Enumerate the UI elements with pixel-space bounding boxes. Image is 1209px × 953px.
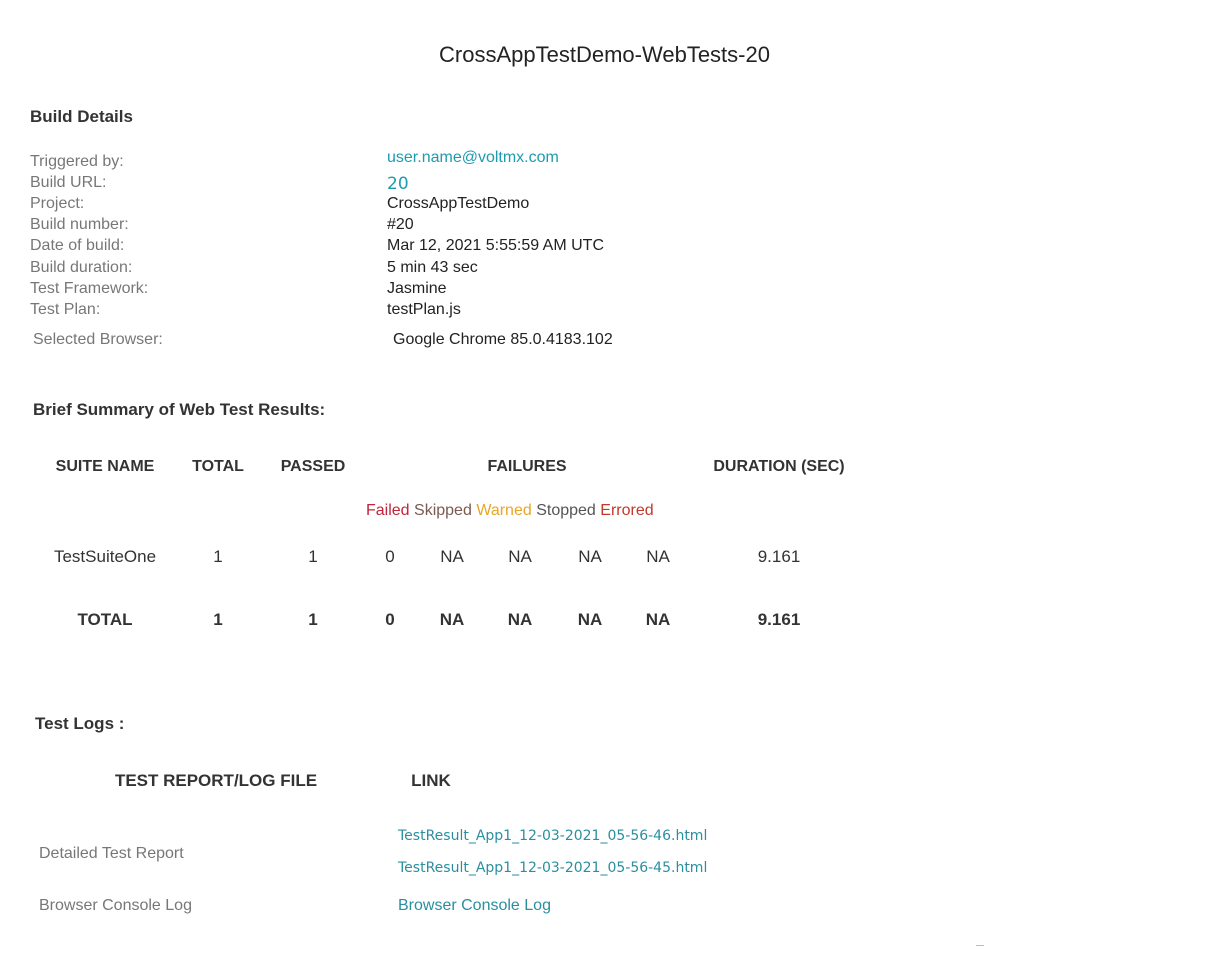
total-row-stopped: NA bbox=[577, 610, 603, 629]
passed-header: PASSED bbox=[280, 458, 346, 475]
skipped-type-label: Skipped bbox=[414, 502, 472, 519]
build-duration-label: Build duration: bbox=[30, 259, 133, 276]
selected-browser-label: Selected Browser: bbox=[33, 331, 163, 348]
skipped-cell: NA bbox=[440, 547, 464, 566]
date-of-build-label: Date of build: bbox=[30, 237, 125, 254]
duration-cell: 9.161 bbox=[757, 547, 801, 566]
warned-type-label: Warned bbox=[476, 502, 532, 519]
errored-type-label: Errored bbox=[600, 502, 654, 519]
test-framework-label: Test Framework: bbox=[30, 280, 149, 297]
failure-types-subheader bbox=[366, 502, 654, 520]
stopped-cell: NA bbox=[578, 547, 602, 566]
date-of-build-value: Mar 12, 2021 5:55:59 AM UTC bbox=[387, 237, 604, 254]
project-label: Project: bbox=[30, 195, 85, 212]
total-row-duration: 9.161 bbox=[757, 610, 801, 629]
test-framework-value: Jasmine bbox=[387, 280, 447, 297]
total-cell: 1 bbox=[213, 547, 223, 566]
test-plan-label: Test Plan: bbox=[30, 301, 101, 318]
warned-cell: NA bbox=[508, 547, 532, 566]
build-url-link[interactable]: 20 bbox=[387, 174, 409, 194]
project-value: CrossAppTestDemo bbox=[387, 195, 530, 212]
test-logs-heading: Test Logs : bbox=[35, 714, 125, 733]
detailed-report-link-1[interactable]: TestResult_App1_12-03-2021_05-56-46.html bbox=[398, 828, 708, 844]
stopped-type-label: Stopped bbox=[536, 502, 596, 519]
log-file-header: TEST REPORT/LOG FILE bbox=[114, 771, 318, 790]
build-details-heading: Build Details bbox=[30, 107, 133, 126]
link-header: LINK bbox=[411, 771, 451, 790]
browser-console-log-label: Browser Console Log bbox=[39, 897, 192, 914]
total-row-failed: 0 bbox=[385, 610, 395, 629]
total-row-total: 1 bbox=[213, 610, 223, 629]
suite-name-cell: TestSuiteOne bbox=[53, 547, 157, 566]
suite-name-header: SUITE NAME bbox=[55, 458, 155, 475]
failed-cell: 0 bbox=[385, 547, 395, 566]
summary-heading: Brief Summary of Web Test Results: bbox=[33, 400, 326, 419]
build-url-label: Build URL: bbox=[30, 174, 107, 191]
total-row-errored: NA bbox=[645, 610, 671, 629]
total-row-skipped: NA bbox=[439, 610, 465, 629]
report-title: CrossAppTestDemo-WebTests-20 bbox=[439, 42, 770, 67]
detailed-test-report-label: Detailed Test Report bbox=[39, 845, 184, 862]
triggered-by-label: Triggered by: bbox=[30, 153, 124, 170]
selected-browser-value: Google Chrome 85.0.4183.102 bbox=[393, 331, 613, 348]
build-number-value: #20 bbox=[387, 216, 414, 233]
total-row-label: TOTAL bbox=[77, 610, 133, 629]
test-plan-value: testPlan.js bbox=[387, 301, 461, 318]
total-header: TOTAL bbox=[192, 458, 244, 475]
duration-header: DURATION (SEC) bbox=[713, 458, 845, 475]
failed-type-label: Failed bbox=[366, 502, 410, 519]
total-row-passed: 1 bbox=[308, 610, 318, 629]
errored-cell: NA bbox=[646, 547, 670, 566]
browser-console-log-link[interactable]: Browser Console Log bbox=[398, 897, 551, 914]
passed-cell: 1 bbox=[308, 547, 318, 566]
total-row-warned: NA bbox=[507, 610, 533, 629]
build-duration-value: 5 min 43 sec bbox=[387, 259, 478, 276]
divider bbox=[976, 945, 984, 946]
build-number-label: Build number: bbox=[30, 216, 129, 233]
detailed-report-link-2[interactable]: TestResult_App1_12-03-2021_05-56-45.html bbox=[398, 860, 708, 876]
triggered-by-email-link[interactable]: user.name@voltmx.com bbox=[387, 149, 559, 166]
failures-header: FAILURES bbox=[487, 458, 567, 475]
